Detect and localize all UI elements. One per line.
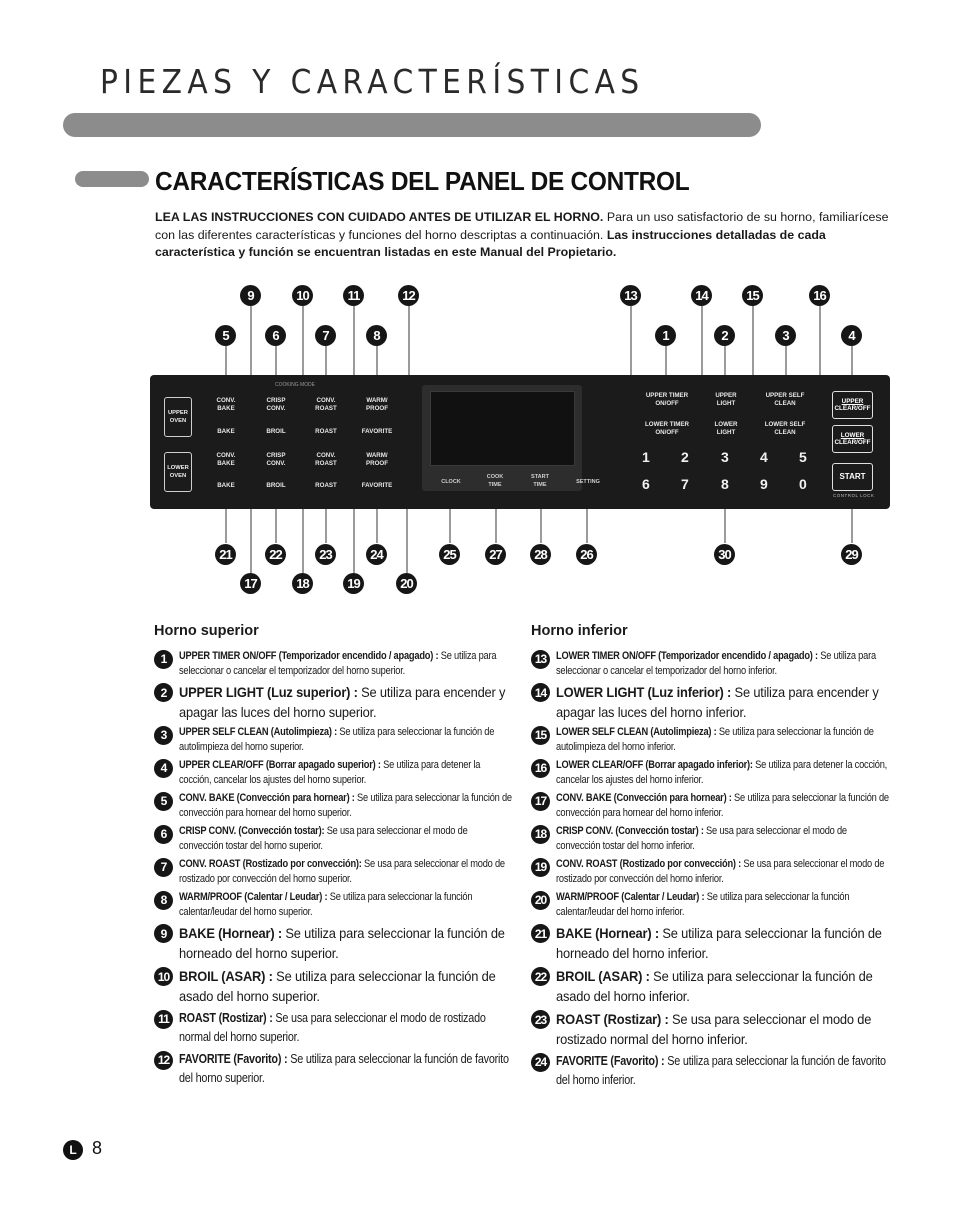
list-item — [531, 857, 891, 887]
item-number: 19 — [531, 858, 550, 877]
key-1[interactable]: 1 — [642, 449, 650, 465]
list-item — [154, 682, 514, 722]
item-desc: Se utiliza para seleccionar la función calentar/leudar del horno superior. — [179, 891, 473, 918]
key-9[interactable]: 9 — [760, 476, 768, 492]
item-number: 6 — [154, 825, 173, 844]
item-number: 16 — [531, 759, 550, 778]
item-desc: Se utiliza para seleccionar la función calentar/leudar del horno inferior. — [556, 891, 850, 918]
item-term: UPPER LIGHT (Luz superior) : — [179, 684, 358, 700]
upper-oven-list — [154, 623, 514, 1091]
item-number: 12 — [154, 1051, 173, 1070]
callout-20: 20 — [396, 573, 417, 594]
item-desc: Se usa para seleccionar el modo de convección tostar del horno superior. — [179, 825, 468, 852]
list-item — [531, 923, 891, 963]
callout-18: 18 — [292, 573, 313, 594]
callout-14: 14 — [691, 285, 712, 306]
list-item — [154, 758, 514, 788]
key-7[interactable]: 7 — [681, 476, 689, 492]
item-desc: Se utiliza para seleccionar o cancelar el temporizador del horno inferior. — [556, 650, 876, 677]
callout-16: 16 — [809, 285, 830, 306]
upper-oven-heading: Horno superior — [154, 623, 259, 639]
lower-self-clean-button[interactable]: LOWER SELF CLEAN — [764, 421, 806, 436]
item-term: LOWER TIMER ON/OFF (Temporizador encendido / apagado) : — [556, 650, 818, 662]
page-number: 8 — [92, 1138, 103, 1158]
callout-24: 24 — [366, 544, 387, 565]
list-item — [154, 857, 514, 887]
item-desc: Se utiliza para seleccionar la función de convección para hornear del horno superior. — [179, 792, 512, 819]
upper-conv-roast-button[interactable]: CONV. ROAST — [315, 397, 337, 412]
item-term: BAKE (Hornear) : — [179, 925, 282, 941]
list-item — [531, 682, 891, 722]
setting-button[interactable]: SETTING — [576, 479, 600, 485]
intro-bold-lead: LEA LAS INSTRUCCIONES CON CUIDADO ANTES DE UTILIZAR EL HORNO. — [155, 210, 604, 224]
intro-bold-tail: Las instrucciones detalladas de cada característica y función se encuentran listadas en este Manual del Propietario. — [155, 227, 826, 259]
item-term: CRISP CONV. (Convección tostar): — [179, 825, 325, 837]
callout-17: 17 — [240, 573, 261, 594]
item-term: LOWER LIGHT (Luz inferior) : — [556, 684, 732, 700]
item-desc: Se utiliza para seleccionar la función de convección para hornear del horno inferior. — [556, 792, 889, 819]
callout-11: 11 — [343, 285, 364, 306]
callout-23: 23 — [315, 544, 336, 565]
item-desc: Se utiliza para seleccionar la función de favorito del horno superior. — [179, 1052, 509, 1085]
item-desc: Se utiliza para seleccionar la función de horneado del horno superior. — [179, 925, 505, 961]
item-number: 1 — [154, 650, 173, 669]
item-desc: Se utiliza para seleccionar la función de autolimpieza del horno superior. — [179, 726, 495, 753]
item-term: UPPER SELF CLEAN (Autolimpieza) : — [179, 726, 337, 738]
clock-button[interactable]: CLOCK — [441, 479, 461, 485]
item-term: CONV. ROAST (Rostizado por convección) : — [556, 858, 742, 870]
upper-bake-button[interactable]: BAKE — [217, 428, 235, 435]
item-desc: Se utiliza para seleccionar la función de favorito del horno inferior. — [556, 1054, 886, 1087]
callout-9: 9 — [240, 285, 261, 306]
key-2[interactable]: 2 — [681, 449, 689, 465]
item-desc: Se utiliza para seleccionar la función de autolimpieza del horno inferior. — [556, 726, 874, 753]
item-desc: Se usa para seleccionar el modo de rostizado por convección del horno superior. — [179, 858, 505, 885]
callout-13: 13 — [620, 285, 641, 306]
lower-clear-label-2: CLEAR/OFF — [834, 439, 871, 446]
lower-clear-off-button[interactable] — [832, 425, 873, 453]
item-desc: Se utiliza para encender y apagar las luces del horno superior. — [179, 684, 506, 720]
list-item — [154, 649, 514, 679]
list-item — [154, 725, 514, 755]
item-term: LOWER CLEAR/OFF (Borrar apagado inferior): — [556, 759, 753, 771]
list-item — [154, 966, 514, 1006]
item-number: 5 — [154, 792, 173, 811]
display-area — [422, 385, 600, 491]
item-number: 24 — [531, 1053, 550, 1072]
upper-roast-button[interactable]: ROAST — [315, 428, 337, 435]
lower-conv-bake-button[interactable]: CONV. BAKE — [216, 452, 236, 467]
lower-oven-button[interactable]: LOWER OVEN — [164, 452, 192, 492]
list-item — [154, 890, 514, 920]
key-0[interactable]: 0 — [799, 476, 807, 492]
item-number: 10 — [154, 967, 173, 986]
list-item — [531, 824, 891, 854]
lower-oven-heading: Horno inferior — [531, 623, 628, 639]
key-6[interactable]: 6 — [642, 476, 650, 492]
item-desc: Se utiliza para encender y apagar las luces del horno inferior. — [556, 684, 879, 720]
list-item — [154, 923, 514, 963]
list-item — [531, 758, 891, 788]
item-number: 17 — [531, 792, 550, 811]
list-item — [531, 1009, 891, 1049]
callout-6: 6 — [265, 325, 286, 346]
item-term: FAVORITE (Favorito) : — [179, 1052, 288, 1066]
lower-clear-label-1: LOWER — [840, 431, 865, 439]
callout-4: 4 — [841, 325, 862, 346]
callout-19: 19 — [343, 573, 364, 594]
callout-8: 8 — [366, 325, 387, 346]
item-number: 21 — [531, 924, 550, 943]
display-screen — [430, 391, 575, 466]
control-lock-label: CONTROL LOCK — [833, 493, 875, 498]
item-desc: Se utiliza para seleccionar la función de asado del horno inferior. — [556, 968, 873, 1004]
start-button[interactable]: START — [832, 463, 873, 491]
list-item — [154, 824, 514, 854]
list-item — [154, 791, 514, 821]
item-term: UPPER TIMER ON/OFF (Temporizador encendido / apagado) : — [179, 650, 439, 662]
item-term: CONV. BAKE (Convección para hornear) : — [179, 792, 355, 804]
item-term: BROIL (ASAR) : — [556, 968, 650, 984]
list-item — [531, 649, 891, 679]
upper-warm-proof-button[interactable]: WARM/ PROOF — [365, 397, 388, 412]
list-item — [531, 725, 891, 755]
list-item — [531, 966, 891, 1006]
lower-favorite-button[interactable]: FAVORITE — [361, 482, 393, 489]
item-term: WARM/PROOF (Calentar / Leudar) : — [556, 891, 705, 903]
key-5[interactable]: 5 — [799, 449, 807, 465]
callout-2: 2 — [714, 325, 735, 346]
item-number: 15 — [531, 726, 550, 745]
item-term: CRISP CONV. (Convección tostar) : — [556, 825, 704, 837]
lg-logo-icon: L — [63, 1140, 83, 1160]
item-desc: Se utiliza para seleccionar la función de horneado del horno inferior. — [556, 925, 882, 961]
callout-26: 26 — [576, 544, 597, 565]
key-3[interactable]: 3 — [721, 449, 729, 465]
item-number: 2 — [154, 683, 173, 702]
list-item — [154, 1009, 514, 1047]
upper-light-button[interactable]: UPPER LIGHT — [715, 392, 737, 407]
item-term: BROIL (ASAR) : — [179, 968, 273, 984]
item-term: BAKE (Hornear) : — [556, 925, 659, 941]
upper-clear-label-2: CLEAR/OFF — [834, 405, 871, 412]
key-4[interactable]: 4 — [760, 449, 768, 465]
item-number: 7 — [154, 858, 173, 877]
item-number: 23 — [531, 1010, 550, 1029]
lower-oven-list — [531, 623, 891, 1093]
item-term: LOWER SELF CLEAN (Autolimpieza) : — [556, 726, 717, 738]
intro-text: Para un uso satisfactorio de su horno, familiarícese con las diferentes características y funciones del horno descriptas a continuación. — [155, 210, 889, 242]
callout-21: 21 — [215, 544, 236, 565]
lower-broil-button[interactable]: BROIL — [266, 482, 286, 489]
item-number: 3 — [154, 726, 173, 745]
section-subtitle: CARACTERÍSTICAS DEL PANEL DE CONTROL — [155, 166, 690, 196]
callout-29: 29 — [841, 544, 862, 565]
item-number: 14 — [531, 683, 550, 702]
item-number: 4 — [154, 759, 173, 778]
item-desc: Se utiliza para seleccionar la función de asado del horno superior. — [179, 968, 496, 1004]
lower-timer-button[interactable]: LOWER TIMER ON/OFF — [645, 421, 689, 436]
lower-bake-button[interactable]: BAKE — [217, 482, 235, 489]
item-number: 22 — [531, 967, 550, 986]
upper-broil-button[interactable]: BROIL — [266, 428, 286, 435]
item-number: 11 — [154, 1010, 173, 1029]
upper-clear-off-button[interactable] — [832, 391, 873, 419]
callout-22: 22 — [265, 544, 286, 565]
list-item — [531, 1052, 891, 1090]
item-term: UPPER CLEAR/OFF (Borrar apagado superior) : — [179, 759, 381, 771]
lower-warm-proof-button[interactable]: WARM/ PROOF — [365, 452, 388, 467]
list-item — [531, 791, 891, 821]
control-panel — [150, 375, 890, 509]
callout-12: 12 — [398, 285, 419, 306]
callout-3: 3 — [775, 325, 796, 346]
item-term: CONV. BAKE (Convección para hornear) : — [556, 792, 732, 804]
list-item — [531, 890, 891, 920]
callout-7: 7 — [315, 325, 336, 346]
callout-1: 1 — [655, 325, 676, 346]
upper-timer-button[interactable]: UPPER TIMER ON/OFF — [645, 392, 689, 407]
item-term: WARM/PROOF (Calentar / Leudar) : — [179, 891, 328, 903]
upper-clear-label-1: UPPER — [841, 397, 864, 405]
item-number: 18 — [531, 825, 550, 844]
page-title: PIEZAS Y CARACTERÍSTICAS — [100, 62, 645, 101]
callout-30: 30 — [714, 544, 735, 565]
callout-5: 5 — [215, 325, 236, 346]
cooking-mode-label: COOKING MODE — [275, 382, 316, 388]
item-desc: Se usa para seleccionar el modo de rostizado normal del horno inferior. — [556, 1011, 872, 1047]
item-number: 8 — [154, 891, 173, 910]
callout-27: 27 — [485, 544, 506, 565]
upper-self-clean-button[interactable]: UPPER SELF CLEAN — [765, 392, 805, 407]
cook-time-button[interactable]: COOK TIME — [486, 474, 504, 488]
key-8[interactable]: 8 — [721, 476, 729, 492]
item-desc: Se utiliza para seleccionar o cancelar el temporizador del horno superior. — [179, 650, 497, 677]
upper-favorite-button[interactable]: FAVORITE — [361, 428, 393, 435]
lower-light-button[interactable]: LOWER LIGHT — [714, 421, 738, 436]
item-desc: Se utiliza para detener la cocción, cancelar los ajustes del horno inferior. — [556, 759, 888, 786]
item-number: 20 — [531, 891, 550, 910]
item-desc: Se usa para seleccionar el modo de rostizado por convección del horno inferior. — [556, 858, 885, 885]
start-time-button[interactable]: START TIME — [531, 474, 549, 488]
item-desc: Se usa para seleccionar el modo de convección tostar del horno inferior. — [556, 825, 847, 852]
lower-roast-button[interactable]: ROAST — [315, 482, 337, 489]
callout-10: 10 — [292, 285, 313, 306]
upper-conv-bake-button[interactable]: CONV. BAKE — [216, 397, 236, 412]
lower-crisp-conv-button[interactable]: CRISP CONV. — [266, 452, 286, 467]
callout-15: 15 — [742, 285, 763, 306]
list-item — [154, 1050, 514, 1088]
upper-crisp-conv-button[interactable]: CRISP CONV. — [266, 397, 286, 412]
upper-oven-button[interactable]: UPPER OVEN — [164, 397, 192, 437]
item-number: 13 — [531, 650, 550, 669]
callout-25: 25 — [439, 544, 460, 565]
item-number: 9 — [154, 924, 173, 943]
lower-conv-roast-button[interactable]: CONV. ROAST — [315, 452, 337, 467]
item-desc: Se utiliza para detener la cocción, cancelar los ajustes del horno superior. — [179, 759, 481, 786]
item-term: FAVORITE (Favorito) : — [556, 1054, 665, 1068]
callout-28: 28 — [530, 544, 551, 565]
item-term: ROAST (Rostizar) : — [556, 1011, 669, 1027]
item-term: ROAST (Rostizar) : — [179, 1011, 273, 1025]
item-desc: Se usa para seleccionar el modo de rostizado normal del horno superior. — [179, 1011, 486, 1044]
item-term: CONV. ROAST (Rostizado por convección): — [179, 858, 362, 870]
